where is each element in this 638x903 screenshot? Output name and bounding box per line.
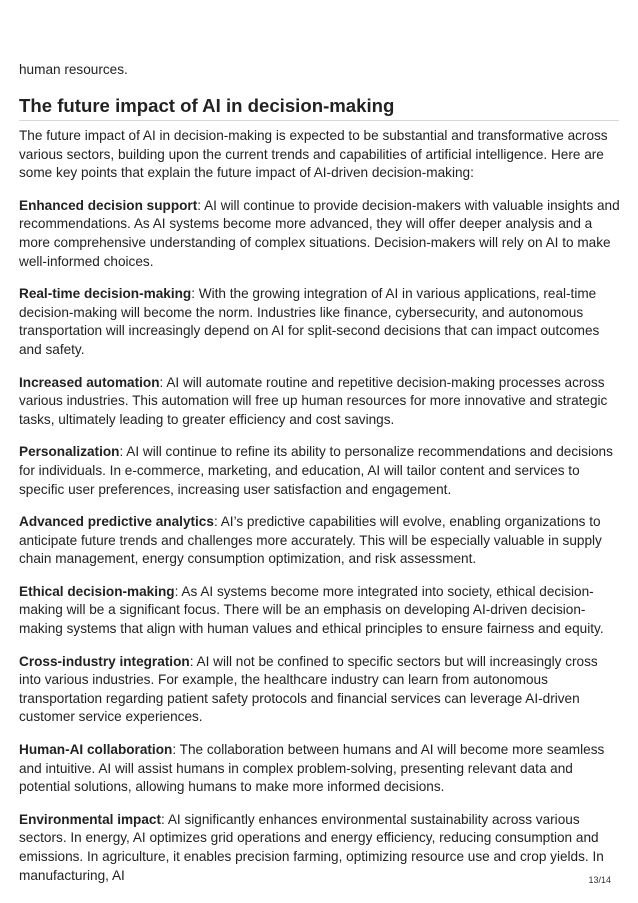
point-human-ai-collaboration [19, 741, 623, 797]
point-term: Enhanced decision support [19, 197, 198, 213]
point-text: : The collaboration between humans and AI will become more seamless and intuitive. AI will assist humans in complex problem-solving, presenting relevant data and potential solutions, allowing humans to make more informed decisions. [19, 742, 605, 795]
section-body [19, 127, 623, 899]
point-text: : AI will automate routine and repetitive decision-making processes across various industries. This automation will free up human resources for more innovative and strategic tasks, ultimately leading to greater efficiency and cost savings. [19, 374, 608, 427]
point-cross-industry-integration [19, 653, 623, 727]
point-text: : AI significantly enhances environmental sustainability across various sectors. In energy, AI optimizes grid operations and energy efficiency, reducing consumption and emissions. In agriculture, it enables precision farming, optimizing resource use and crop yields. In manufacturing, AI [19, 811, 604, 883]
point-term: Ethical decision-making [19, 583, 175, 599]
point-text: : AI will continue to refine its ability to personalize recommendations and decisions for individuals. In e-commerce, marketing, and education, AI will tailor content and services to specific user preferences, increasing user satisfaction and engagement. [19, 444, 613, 497]
point-term: Increased automation [19, 374, 160, 390]
point-term: Cross-industry integration [19, 653, 190, 669]
point-personalization [19, 443, 623, 499]
point-term: Human-AI collaboration [19, 742, 173, 758]
point-advanced-predictive-analytics [19, 513, 623, 569]
point-text: : With the growing integration of AI in various applications, real-time decision-making will become the norm. Industries like finance, cybersecurity, and autonomous transportation will increasingly depend on AI for split-second decisions that can impact outcomes and safety. [19, 286, 600, 357]
point-text: : As AI systems become more integrated into society, ethical decision-making will be a significant focus. There will be an emphasis on developing AI-driven decision-making systems that align with human values and ethical principles to ensure fairness and equity. [19, 583, 604, 637]
point-term: Advanced predictive analytics [19, 514, 214, 530]
point-enhanced-decision-support [19, 197, 623, 271]
point-term: Environmental impact [19, 811, 162, 827]
page-number: 13/14 [588, 875, 611, 885]
point-term: Real-time decision-making [19, 286, 192, 302]
previous-paragraph-fragment: human resources. [19, 62, 128, 77]
point-increased-automation [19, 374, 623, 430]
point-ethical-decision-making [19, 583, 623, 639]
point-environmental-impact [19, 811, 623, 885]
heading-divider [19, 120, 619, 121]
point-text: : AI’s predictive capabilities will evolve, enabling organizations to anticipate future trends and challenges more accurately. This will be especially valuable in supply chain management, energy consumption optimization, and risk assessment. [19, 514, 602, 567]
section-heading: The future impact of AI in decision-making [19, 95, 395, 116]
point-text: : AI will continue to provide decision-makers with valuable insights and recommendations. As AI systems become more advanced, they will offer deeper analysis and a more comprehensive understanding of complex situations. Decision-makers will rely on AI to make well-informed choices. [19, 197, 620, 269]
point-real-time-decision-making [19, 285, 623, 359]
section-intro-paragraph: The future impact of AI in decision-making is expected to be substantial and transformative across various sectors, building upon the current trends and capabilities of artificial intelligence. Here are some key points that explain the future impact of AI-driven decision-making: [19, 128, 608, 181]
point-term: Personalization [19, 444, 120, 460]
point-text: : AI will not be confined to specific sectors but will increasingly cross into various industries. For example, the healthcare industry can learn from autonomous transportation regarding patient safety protocols and financial services can leverage AI-driven customer service experiences. [19, 653, 598, 725]
